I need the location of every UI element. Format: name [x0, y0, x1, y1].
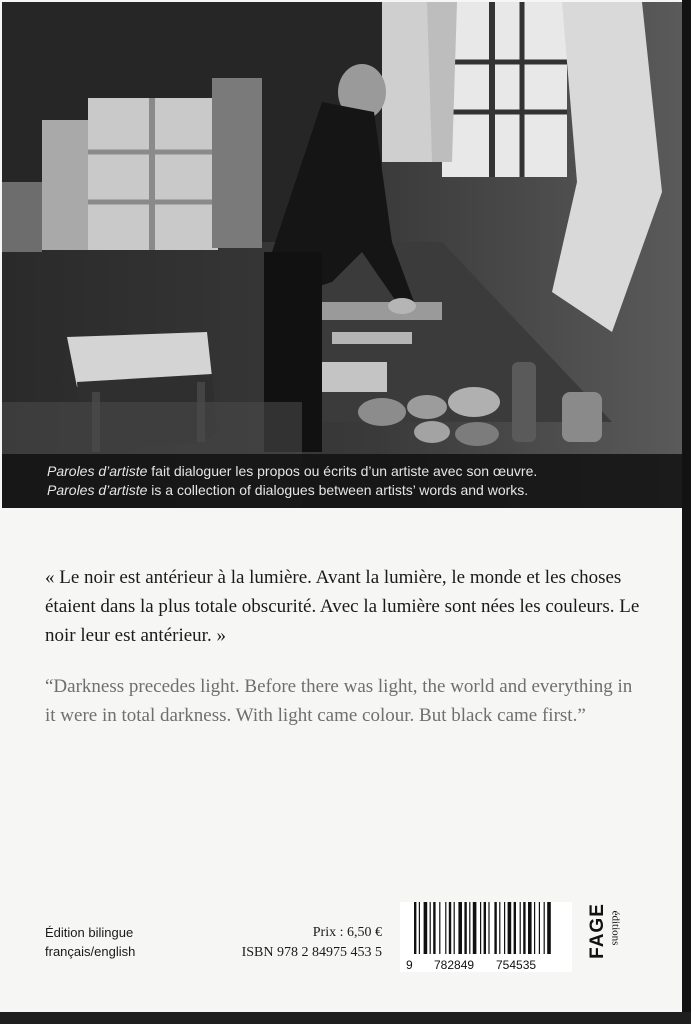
barcode-bar: [414, 902, 416, 954]
barcode-digits-left: 782849: [434, 958, 475, 972]
barcode-bar: [449, 902, 451, 954]
edition-line-1: Édition bilingue: [45, 925, 134, 940]
barcode-bar: [419, 902, 420, 954]
barcode-bar: [539, 902, 540, 954]
series-title-fr: Paroles d’artiste: [47, 463, 148, 479]
isbn-label: ISBN 978 2 84975 453 5: [241, 945, 382, 960]
quote-french: « Le noir est antérieur à la lumière. Avant la lumière, le monde et les choses étaient dans la plus totale obscurité. Avec la lumière sont nées les couleurs. Le noir leur est antérieur. »: [45, 567, 640, 646]
quote-english: “Darkness precedes light. Before there was light, the world and everything in it were in total darkness. With light came colour. But black came first.”: [45, 676, 633, 726]
barcode-bar: [499, 902, 500, 954]
barcode-bar: [528, 902, 532, 954]
spine-edge: [682, 0, 691, 1024]
barcode-bar: [488, 902, 489, 954]
barcode-bar: [484, 902, 486, 954]
barcode-bar: [464, 902, 466, 954]
barcode-bar: [547, 902, 551, 954]
edition-info: [45, 923, 135, 961]
barcode-bar: [504, 902, 505, 954]
price-label: Prix : 6,50 €: [312, 925, 382, 940]
caption-line-english: [47, 481, 667, 500]
barcode-digits-right: 754535: [496, 958, 537, 972]
barcode-bar: [458, 902, 462, 954]
barcode-bar: [424, 902, 428, 954]
barcode-bar: [544, 902, 545, 954]
barcode-bar: [439, 902, 440, 954]
barcode-bar: [473, 902, 477, 954]
barcode-bars: [414, 902, 564, 960]
publisher-sub: éditions: [609, 910, 622, 946]
barcode-bar: [469, 902, 470, 954]
barcode-bar: [480, 902, 481, 954]
barcode-bar: [514, 902, 516, 954]
publisher-logo: [584, 898, 624, 966]
barcode-bar: [430, 902, 431, 954]
caption-line-french: [47, 462, 667, 481]
barcode-bar: [520, 902, 521, 954]
bottom-edge: [0, 1012, 691, 1024]
barcode-bar: [523, 902, 525, 954]
barcode-bar: [508, 902, 512, 954]
barcode-bar: [494, 902, 496, 954]
series-title-en: Paroles d’artiste: [47, 482, 148, 498]
price-block: [238, 923, 383, 963]
isbn-barcode: [400, 902, 572, 972]
series-caption: [47, 462, 667, 500]
caption-text-fr: fait dialoguer les propos ou écrits d’un artiste avec son œuvre.: [147, 463, 538, 479]
studio-photo: [2, 2, 682, 508]
barcode-bar: [534, 902, 535, 954]
barcode-digit-prefix: 9: [406, 958, 413, 972]
caption-text-en: is a collection of dialogues between artists’ words and works.: [147, 482, 529, 498]
edition-line-2: français/english: [45, 944, 136, 959]
publisher-name: FAGE: [586, 903, 608, 959]
barcode-bar: [445, 902, 446, 954]
photo-illustration: [2, 2, 682, 508]
barcode-bar: [433, 902, 435, 954]
barcode-bar: [454, 902, 455, 954]
